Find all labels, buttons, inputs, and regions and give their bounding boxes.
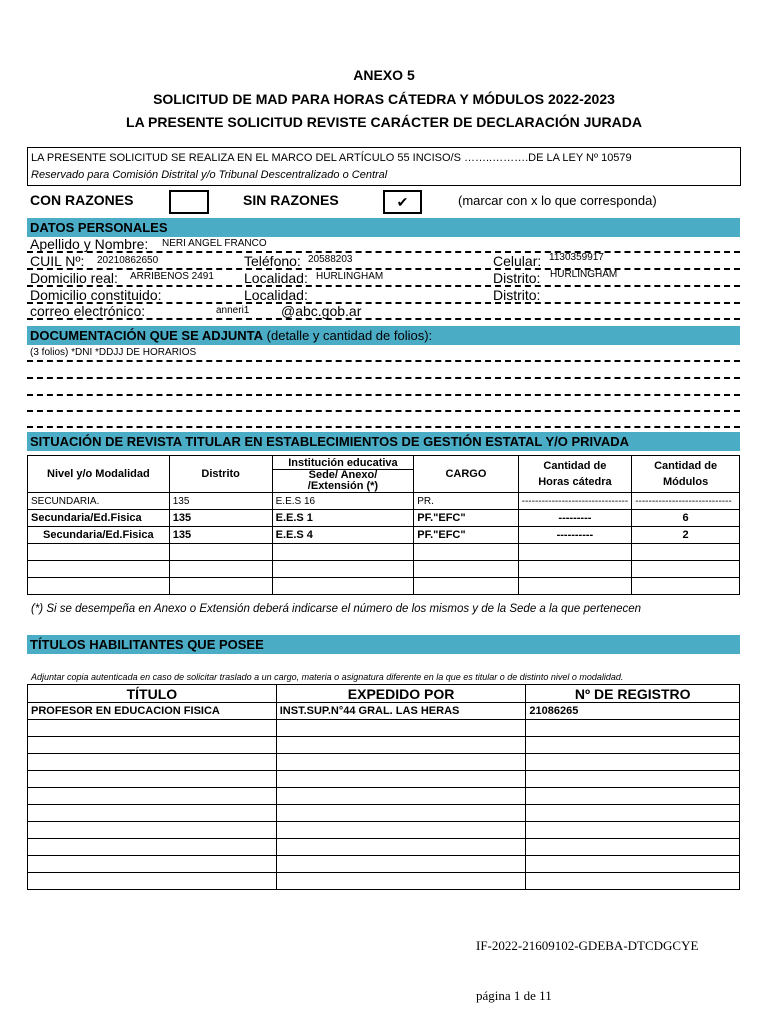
constituted-address-label: Domicilio constituido: xyxy=(30,287,162,303)
empty-cell[interactable] xyxy=(169,561,272,578)
email-domain: @abc.gob.ar xyxy=(281,303,362,319)
doc-line xyxy=(27,410,740,412)
cell-horas[interactable]: -------------------------------- xyxy=(518,493,632,510)
col-institucion: Institución educativa xyxy=(272,456,414,470)
cell-modulos[interactable]: 6 xyxy=(632,510,740,527)
cell-expedido[interactable]: INST.SUP.N°44 GRAL. LAS HERAS xyxy=(276,703,526,720)
email-value[interactable]: anneri1 xyxy=(216,305,250,316)
cell-nivel[interactable]: Secundaria/Ed.Fisica xyxy=(28,527,170,544)
district2-label: Distrito: xyxy=(493,287,541,303)
doc-line xyxy=(27,377,740,379)
empty-cell[interactable] xyxy=(28,822,277,839)
table-row xyxy=(28,737,740,754)
col-distrito: Distrito xyxy=(169,456,272,493)
empty-cell[interactable] xyxy=(632,544,740,561)
table-row xyxy=(28,510,740,527)
home-value[interactable]: ARRIBENOS 2491 xyxy=(130,271,214,282)
empty-cell[interactable] xyxy=(414,578,518,595)
empty-cell[interactable] xyxy=(414,544,518,561)
district-label: Distrito: xyxy=(493,270,541,286)
empty-cell[interactable] xyxy=(28,561,170,578)
legal-line: LA PRESENTE SOLICITUD SE REALIZA EN EL MARCO DEL ARTÍCULO 55 INCISO/S ……..……….DE LA LEY Nº 10579 xyxy=(31,152,632,164)
empty-cell[interactable] xyxy=(169,544,272,561)
personal-data-band: DATOS PERSONALES xyxy=(27,218,740,237)
documentation-band-title: DOCUMENTACIÓN QUE SE ADJUNTA xyxy=(30,328,264,343)
empty-cell[interactable] xyxy=(28,839,277,856)
empty-cell[interactable] xyxy=(276,873,526,890)
name-line xyxy=(27,251,740,253)
cell-titulo[interactable]: PROFESOR EN EDUCACION FISICA xyxy=(28,703,277,720)
table-row xyxy=(28,493,740,510)
documentation-band-note: (detalle y cantidad de folios): xyxy=(263,328,433,343)
empty-cell[interactable] xyxy=(272,578,414,595)
col-horas xyxy=(518,456,632,493)
table-row xyxy=(28,578,740,595)
table-row xyxy=(28,527,740,544)
empty-cell[interactable] xyxy=(526,771,740,788)
reasons-hint: (marcar con x lo que corresponda) xyxy=(458,193,657,208)
district-value[interactable]: HURLINGHAM xyxy=(550,269,618,280)
col-cargo: CARGO xyxy=(414,456,518,493)
sin-razones-checkbox[interactable] xyxy=(383,190,422,214)
cell-modulos[interactable]: 2 xyxy=(632,527,740,544)
empty-cell[interactable] xyxy=(276,839,526,856)
cell-registro[interactable]: 21086265 xyxy=(526,703,740,720)
phone-value[interactable]: 20588203 xyxy=(308,254,353,265)
cell-distrito[interactable]: 135 xyxy=(169,510,272,527)
empty-cell[interactable] xyxy=(272,561,414,578)
documentation-line-1[interactable]: (3 folios) *DNI *DDJJ DE HORARIOS xyxy=(30,347,197,358)
empty-cell[interactable] xyxy=(518,561,632,578)
reserved-line: Reservado para Comisión Distrital y/o Tribunal Descentralizado o Central xyxy=(31,169,388,181)
name-value[interactable]: NERI ANGEL FRANCO xyxy=(162,238,267,249)
home-label: Domicilio real: xyxy=(30,270,118,286)
col-sede-line2: /Extensión (*) xyxy=(307,480,379,492)
cell-distrito[interactable]: 135 xyxy=(169,527,272,544)
empty-cell[interactable] xyxy=(28,788,277,805)
empty-cell[interactable] xyxy=(526,856,740,873)
titles-table xyxy=(27,684,740,890)
table-row xyxy=(28,720,740,737)
table-row xyxy=(28,754,740,771)
empty-cell[interactable] xyxy=(632,561,740,578)
col-expedido: EXPEDIDO POR xyxy=(276,685,526,703)
empty-cell[interactable] xyxy=(526,822,740,839)
empty-cell[interactable] xyxy=(276,720,526,737)
situation-table xyxy=(27,455,740,595)
check-mark-icon: ✔ xyxy=(396,194,409,210)
cell-cargo[interactable]: PF."EFC" xyxy=(414,527,518,544)
cuil-value[interactable]: 20210862650 xyxy=(97,255,159,266)
cuil-line xyxy=(27,268,740,270)
email-label: correo electrónico: xyxy=(30,303,146,319)
sin-razones-label: SIN RAZONES xyxy=(243,192,339,208)
annex-note: (*) Si se desempeña en Anexo o Extensión deberá indicarse el número de los mismos y de la Sede a la que pertenecen xyxy=(31,603,642,615)
col-registro: Nº DE REGISTRO xyxy=(526,685,740,703)
form-title: SOLICITUD DE MAD PARA HORAS CÁTEDRA Y MÓDULOS 2022-2023 xyxy=(153,91,615,107)
col-horas-line1: Cantidad de xyxy=(543,460,607,472)
col-modulos xyxy=(632,456,740,493)
empty-cell[interactable] xyxy=(518,578,632,595)
col-sede xyxy=(272,470,414,493)
cell-value[interactable]: 1130359917 xyxy=(549,252,604,263)
empty-cell[interactable] xyxy=(28,873,277,890)
empty-cell[interactable] xyxy=(632,578,740,595)
table-row xyxy=(28,856,740,873)
table-row xyxy=(28,703,740,720)
form-subtitle: LA PRESENTE SOLICITUD REVISTE CARÁCTER DE DECLARACIÓN JURADA xyxy=(126,114,642,130)
empty-cell[interactable] xyxy=(28,856,277,873)
empty-cell[interactable] xyxy=(272,544,414,561)
empty-cell[interactable] xyxy=(526,788,740,805)
empty-cell[interactable] xyxy=(526,839,740,856)
table-row xyxy=(28,788,740,805)
col-modulos-line1: Cantidad de xyxy=(654,460,718,472)
document-id: IF-2022-21609102-GDEBA-DTCDGCYE xyxy=(476,938,699,953)
table-row xyxy=(28,544,740,561)
table-row xyxy=(28,771,740,788)
empty-cell[interactable] xyxy=(28,720,277,737)
cell-distrito[interactable]: 135 xyxy=(169,493,272,510)
cell-sede[interactable]: E.E.S 16 xyxy=(272,493,414,510)
con-razones-checkbox[interactable] xyxy=(169,190,209,214)
empty-cell[interactable] xyxy=(276,822,526,839)
empty-cell[interactable] xyxy=(518,544,632,561)
empty-cell[interactable] xyxy=(276,788,526,805)
cell-horas[interactable]: ---------- xyxy=(518,527,632,544)
empty-cell[interactable] xyxy=(276,805,526,822)
empty-cell[interactable] xyxy=(276,771,526,788)
table-row xyxy=(28,805,740,822)
con-razones-label: CON RAZONES xyxy=(30,192,134,208)
annex-title: ANEXO 5 xyxy=(353,67,415,83)
cell-cargo[interactable]: PF."EFC" xyxy=(414,510,518,527)
empty-cell[interactable] xyxy=(28,754,277,771)
situation-band: SITUACIÓN DE REVISTA TITULAR EN ESTABLECIMIENTOS DE GESTIÓN ESTATAL Y/O PRIVADA xyxy=(27,432,740,451)
doc-line xyxy=(27,426,740,428)
empty-cell[interactable] xyxy=(276,737,526,754)
table-row xyxy=(28,873,740,890)
cell-cargo[interactable]: PR. xyxy=(414,493,518,510)
empty-cell[interactable] xyxy=(526,873,740,890)
empty-cell[interactable] xyxy=(28,737,277,754)
table-row xyxy=(28,839,740,856)
empty-cell[interactable] xyxy=(28,544,170,561)
cell-modulos[interactable]: ----------------------------- xyxy=(632,493,740,510)
table-row xyxy=(28,822,740,839)
name-label: Apellido y Nombre: xyxy=(30,236,149,252)
empty-cell[interactable] xyxy=(414,561,518,578)
locality-value[interactable]: HURLINGHAM xyxy=(316,271,384,282)
col-nivel: Nivel y/o Modalidad xyxy=(28,456,170,493)
locality-label: Localidad: xyxy=(244,270,308,286)
titles-band: TÍTULOS HABILITANTES QUE POSEE xyxy=(27,635,740,654)
cuil-label: CUIL Nº: xyxy=(30,253,85,269)
cell-nivel[interactable]: Secundaria/Ed.Fisica xyxy=(28,510,170,527)
col-sede-line1: Sede/ Anexo/ xyxy=(308,469,378,481)
cell-label: Celular: xyxy=(493,253,542,269)
empty-cell[interactable] xyxy=(28,771,277,788)
empty-cell[interactable] xyxy=(169,578,272,595)
col-horas-line2: Horas cátedra xyxy=(538,476,612,488)
cell-sede[interactable]: E.E.S 1 xyxy=(272,510,414,527)
empty-cell[interactable] xyxy=(526,737,740,754)
empty-cell[interactable] xyxy=(276,754,526,771)
documentation-band xyxy=(27,326,740,345)
doc-line xyxy=(27,360,740,362)
empty-cell[interactable] xyxy=(28,578,170,595)
table-row xyxy=(28,561,740,578)
cell-horas[interactable]: --------- xyxy=(518,510,632,527)
col-modulos-line2: Módulos xyxy=(662,476,709,488)
page-number: página 1 de 11 xyxy=(476,988,552,1003)
cell-sede[interactable]: E.E.S 4 xyxy=(272,527,414,544)
titles-note: Adjuntar copia autenticada en caso de solicitar traslado a un cargo, materia o asignatura diferente en la que es titular o de distinto nivel o modalidad. xyxy=(31,672,624,682)
cell-nivel[interactable]: SECUNDARIA. xyxy=(28,493,170,510)
empty-cell[interactable] xyxy=(526,805,740,822)
doc-line xyxy=(27,394,740,396)
empty-cell[interactable] xyxy=(28,805,277,822)
locality2-label: Localidad: xyxy=(244,287,308,303)
empty-cell[interactable] xyxy=(526,754,740,771)
legal-frame xyxy=(27,147,741,186)
col-titulo: TÍTULO xyxy=(28,685,277,703)
email-line xyxy=(27,318,740,320)
empty-cell[interactable] xyxy=(276,856,526,873)
empty-cell[interactable] xyxy=(526,720,740,737)
phone-label: Teléfono: xyxy=(244,253,301,269)
